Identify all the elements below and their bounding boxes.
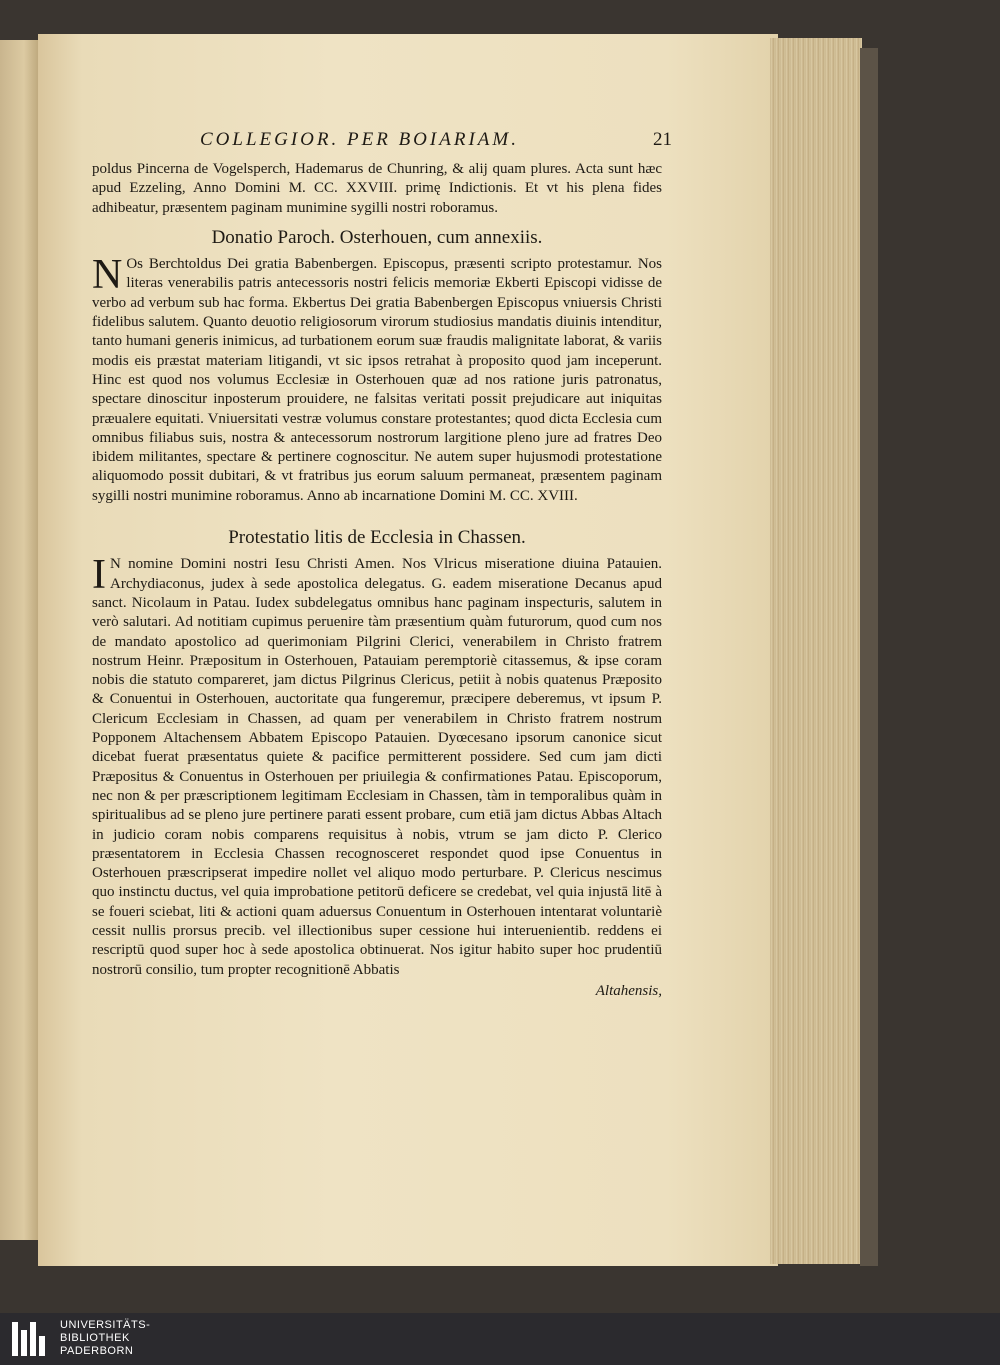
page-number: 21 <box>653 129 672 150</box>
page-edges <box>770 38 862 1264</box>
logo-line-1: UNIVERSITÄTS- <box>60 1318 151 1331</box>
paragraph-protestatio-text: N nomine Domini nostri Iesu Christi Amen. Nos Vlricus miseratione diuina Patauien. Archydiaconus, judex à sede apostolica delegatus. G. eadem miseratione Decanus apud sanct. Nicolaum in Patau. Iudex subdelegatus omnibus hanc paginam inspecturis, salutem in verò salutari. Ad notitiam cupimus peruenire tàm præsentium quàm futurorum, quod cum nos de mandato apostolico ad querimoniam Pilgrini Clerici, venerabilem in Christo fratrem nostrum Heinr. Præpositum in Osterhouen, Patauiam peremptoriè citassemus, & ipse coram nobis die statuto compareret, jam dictus Pilgrinus Clericus, petiit à nobis quatenus Præposito & Conuentui in Osterhouen, auctoritate qua fungeremur, præcipere deberemus, vt ipsum P. Clericum Ecclesiam in Chassen, ad quam per venerabilem in Christo fratrem nostrum Popponem Altachensem Abbatem Episcopo Patauien. Dyœcesano ipsorum canonice sicut dicebat fuerat præsentatus quiete & pacifice permitterent possidere. Sed cum jam dicti Præpositus & Conuentus in Osterhouen per priuilegia & confirmationes Patau. Episcoporum, nec non & per præscriptionem legitimam Ecclesiam in Chassen, tàm in temporalibus quàm in spiritualibus ad se pleno jure pertinere parati essent probare, cum etiā jam dictus Abbas Altach in judicio coram nobis comparens requisitus à nobis, vtrum se jam dicto P. Clerico præsentatorem in Ecclesia Chassen recognosceret respondet quod ipse Conuentus in Osterhouen præscripserat impedire nollet vel aliquo modo perturbare. P. Clericus nescimus quo instinctu ductus, vel quia improbatione petitorū deficere se credebat, vel quia injustā litē à se foueri sciebat, liti & actioni quam aduersus Conuentum in Osterhouen intentarat voluntariè cessit nullis prorsus precib. vel illectionibus super cessione hui interuenientib. reddens ei rescriptū quod super hoc à sede apostolica obtinuerat. Nos igitur habito super hoc prudentiū nostrorū consilio, tum propter recognitionē Abbatis <box>92 556 662 978</box>
logo-line-3: PADERBORN <box>60 1344 134 1357</box>
section-heading-donatio: Donatio Paroch. Osterhouen, cum annexiis. <box>211 226 543 248</box>
library-logo-icon <box>10 1318 50 1358</box>
library-logo <box>10 1318 150 1358</box>
drop-initial: N <box>92 252 123 299</box>
book-cover-edge <box>860 48 878 1266</box>
left-page-edge <box>0 40 40 1240</box>
paragraph-donatio <box>92 252 662 506</box>
paragraph-continuation: poldus Pincerna de Vogelsperch, Hademarus de Chunring, & alij quam plures. Acta sunt hæc apud Ezzeling, Anno Domini M. CC. XXVIII. primę Indictionis. Et vt his plena fides adhibeatur, præsentem paginam munimine sygilli nostri roboramus. <box>92 161 662 216</box>
paragraph-donatio-text: Os Berchtoldus Dei gratia Babenbergen. Episcopus, præsenti scripto protestamur. Nos literas venerabilis patris antecessoris nostri felicis memoriæ Ekberti Episcopi vidisse de verbo ad verbum sub hac forma. Ekbertus Dei gratia Babenbergen Episcopus vniuersis Christi fidelibus salutem. Quanto deuotio religiosorum virorum studiosius mandatis diuinis intenditur, tanto humani generis inimicus, ad turbationem eorum suæ fraudis malignitate laborat, & variis modis eis præstat materiam litigandi, vt sic ipsos retrahat à proposito quod jam inceperunt. Hinc est quod nos volumus Ecclesiæ in Osterhouen quæ ad nos ratione juris patronatus, spectare dinoscitur inposterum prouidere, ne falsitas veritati possit prejudicare aut iniquitas præualere equitati. Vniuersitati vestræ volumus constare protestantes; quod dicta Ecclesia cum omnibus filiabus suis, nostra & antecessorum nostrorum largitione pleno jure ad fratres Deo ibidem militantes, spectare & pertinere cognoscitur. Ne autem super hujusmodi protestatione aliquomodo possit dubitari, & vt fratribus jus eorum saluum permaneat, præsentem paginam sygilli nostri munimine roboramus. Anno ab incarnatione Domini M. CC. XVIII. <box>92 256 662 504</box>
paragraph-protestatio <box>92 552 662 980</box>
running-title: COLLEGIOR. PER BOIARIAM. <box>200 129 519 150</box>
catchword: Altahensis, <box>595 982 662 999</box>
logo-line-2: BIBLIOTHEK <box>60 1331 130 1344</box>
library-logo-text <box>60 1319 150 1358</box>
section-heading-protestatio: Protestatio litis de Ecclesia in Chassen. <box>228 527 526 549</box>
drop-initial: I <box>92 552 106 599</box>
running-head <box>92 129 672 160</box>
page-text-block <box>92 129 672 1001</box>
